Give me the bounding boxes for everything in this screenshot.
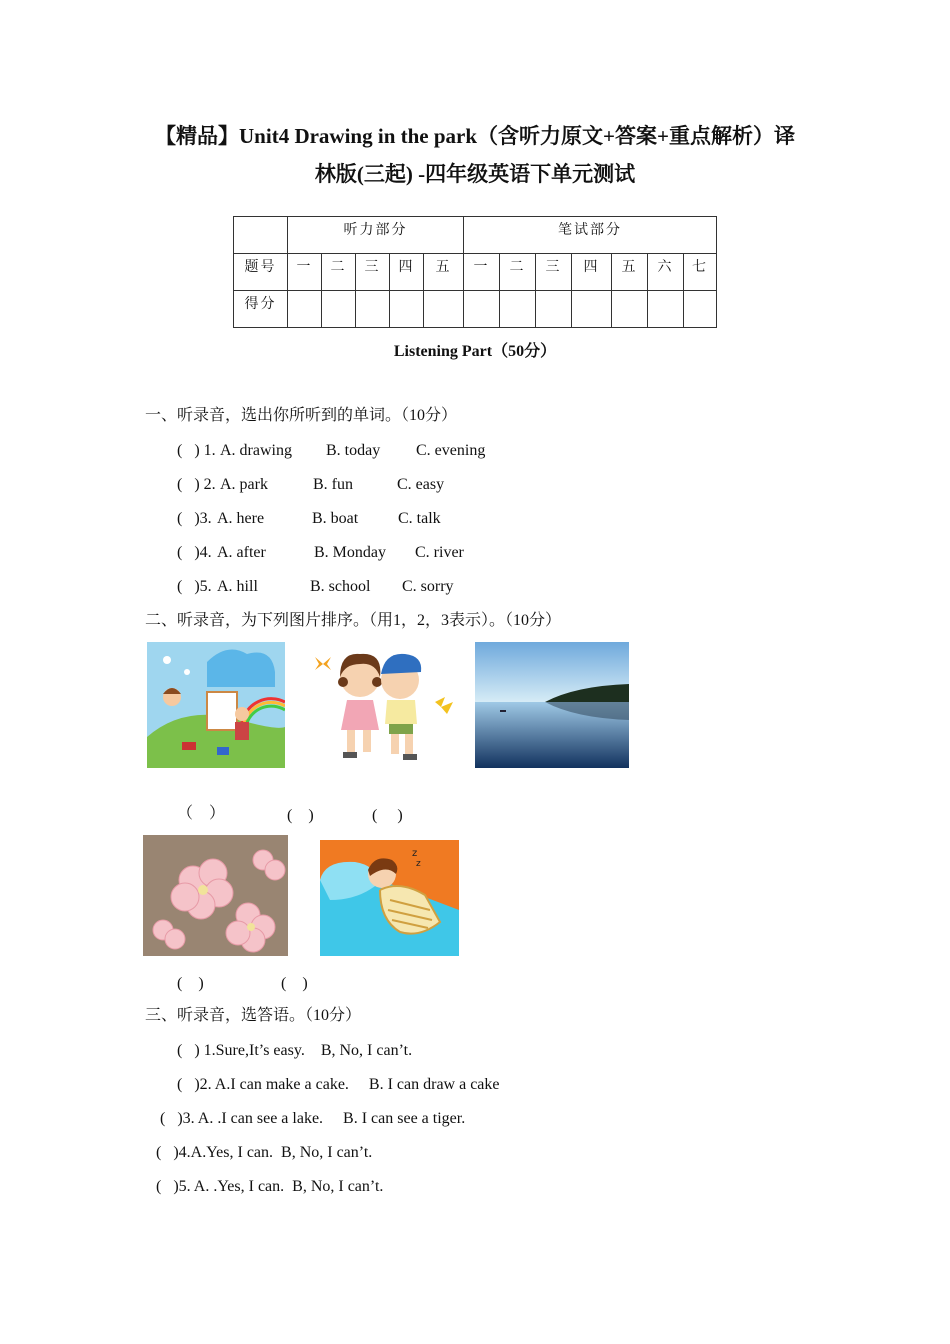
score-cell[interactable]: [500, 291, 536, 328]
svg-text:z: z: [412, 848, 418, 859]
score-cell[interactable]: [288, 291, 322, 328]
option-b: B. Monday: [314, 544, 386, 561]
item-number: ( )4.: [177, 544, 212, 561]
option-c: C. easy: [397, 476, 445, 493]
written-header: 笔试部分: [464, 217, 717, 254]
score-cell[interactable]: [356, 291, 390, 328]
item-number: ( )3.: [177, 510, 212, 527]
option-a: A. hill: [217, 578, 258, 595]
question-number-label: 题号: [234, 254, 288, 291]
score-cell[interactable]: [390, 291, 424, 328]
option-c: C. river: [415, 544, 464, 561]
answer-blank-picture-4[interactable]: ( ): [177, 975, 204, 992]
listening-col-5: 五: [424, 254, 464, 291]
score-table: [233, 216, 717, 328]
listening-col-1: 一: [288, 254, 322, 291]
written-col-5: 五: [612, 254, 648, 291]
written-col-4: 四: [572, 254, 612, 291]
written-col-7: 七: [684, 254, 717, 291]
option-c: C. talk: [398, 510, 441, 527]
listening-header: 听力部分: [288, 217, 464, 254]
score-cell[interactable]: [648, 291, 684, 328]
section3-heading: 三、听录音，选答语。（10分）: [145, 1007, 362, 1024]
score-cell[interactable]: [464, 291, 500, 328]
listening-col-3: 三: [356, 254, 390, 291]
section3-item-1: ( ) 1.Sure,It’s easy. B, No, I can’t.: [177, 1042, 413, 1059]
written-col-6: 六: [648, 254, 684, 291]
section1-heading: 一、听录音，选出你所听到的单词。（10分）: [145, 407, 458, 424]
score-cell[interactable]: [322, 291, 356, 328]
written-col-1: 一: [464, 254, 500, 291]
kids-walking-picture: [305, 642, 460, 768]
option-b: B. fun: [313, 476, 353, 493]
item-number: ( )5.: [177, 578, 212, 595]
section2-heading: 二、听录音，为下列图片排序。（用1，2，3表示）。（10分）: [145, 612, 562, 629]
answer-blank-picture-2[interactable]: ( ): [287, 807, 314, 824]
written-col-3: 三: [536, 254, 572, 291]
section3-item-4: ( )4.A.Yes, I can. B, No, I can’t.: [156, 1144, 373, 1161]
option-a: A. here: [217, 510, 265, 527]
listening-part-heading: Listening Part（50分）: [393, 343, 557, 360]
score-cell[interactable]: [612, 291, 648, 328]
answer-blank-picture-5[interactable]: ( ): [281, 975, 308, 992]
section3-item-2: ( )2. A.I can make a cake. B. I can draw a cake: [177, 1076, 500, 1093]
score-table-corner: [234, 217, 288, 254]
option-b: B. boat: [312, 510, 359, 527]
listening-col-2: 二: [322, 254, 356, 291]
section3-item-5: ( )5. A. .Yes, I can. B, No, I can’t.: [156, 1178, 384, 1195]
option-a: A. drawing: [220, 442, 292, 459]
document-title-line-1: 【精品】Unit4 Drawing in the park（含听力原文+答案+重点解析）译: [155, 124, 795, 148]
option-b: B. school: [310, 578, 371, 595]
score-cell[interactable]: [684, 291, 717, 328]
option-c: C. evening: [416, 442, 486, 459]
option-c: C. sorry: [402, 578, 454, 595]
svg-text:z: z: [416, 859, 421, 869]
drawing-in-park-picture: [147, 642, 285, 768]
listening-col-4: 四: [390, 254, 424, 291]
section3-item-3: ( )3. A. .I can see a lake. B. I can see a tiger.: [160, 1110, 466, 1127]
score-cell[interactable]: [536, 291, 572, 328]
written-col-2: 二: [500, 254, 536, 291]
score-label: 得分: [234, 291, 288, 328]
flowers-picture: [143, 835, 288, 956]
option-b: B. today: [326, 442, 381, 459]
score-cell[interactable]: [424, 291, 464, 328]
answer-blank-picture-3[interactable]: ( ): [372, 807, 403, 824]
option-a: A. park: [220, 476, 268, 493]
item-number: ( ) 2.: [177, 476, 216, 493]
lake-picture: [475, 642, 629, 768]
item-number: ( ) 1.: [177, 442, 216, 459]
document-title-line-2: 林版(三起) -四年级英语下单元测试: [314, 162, 636, 186]
score-cell[interactable]: [572, 291, 612, 328]
option-a: A. after: [217, 544, 266, 561]
sleeping-boy-picture: [320, 840, 459, 956]
answer-blank-picture-1[interactable]: （ ）: [177, 805, 226, 822]
